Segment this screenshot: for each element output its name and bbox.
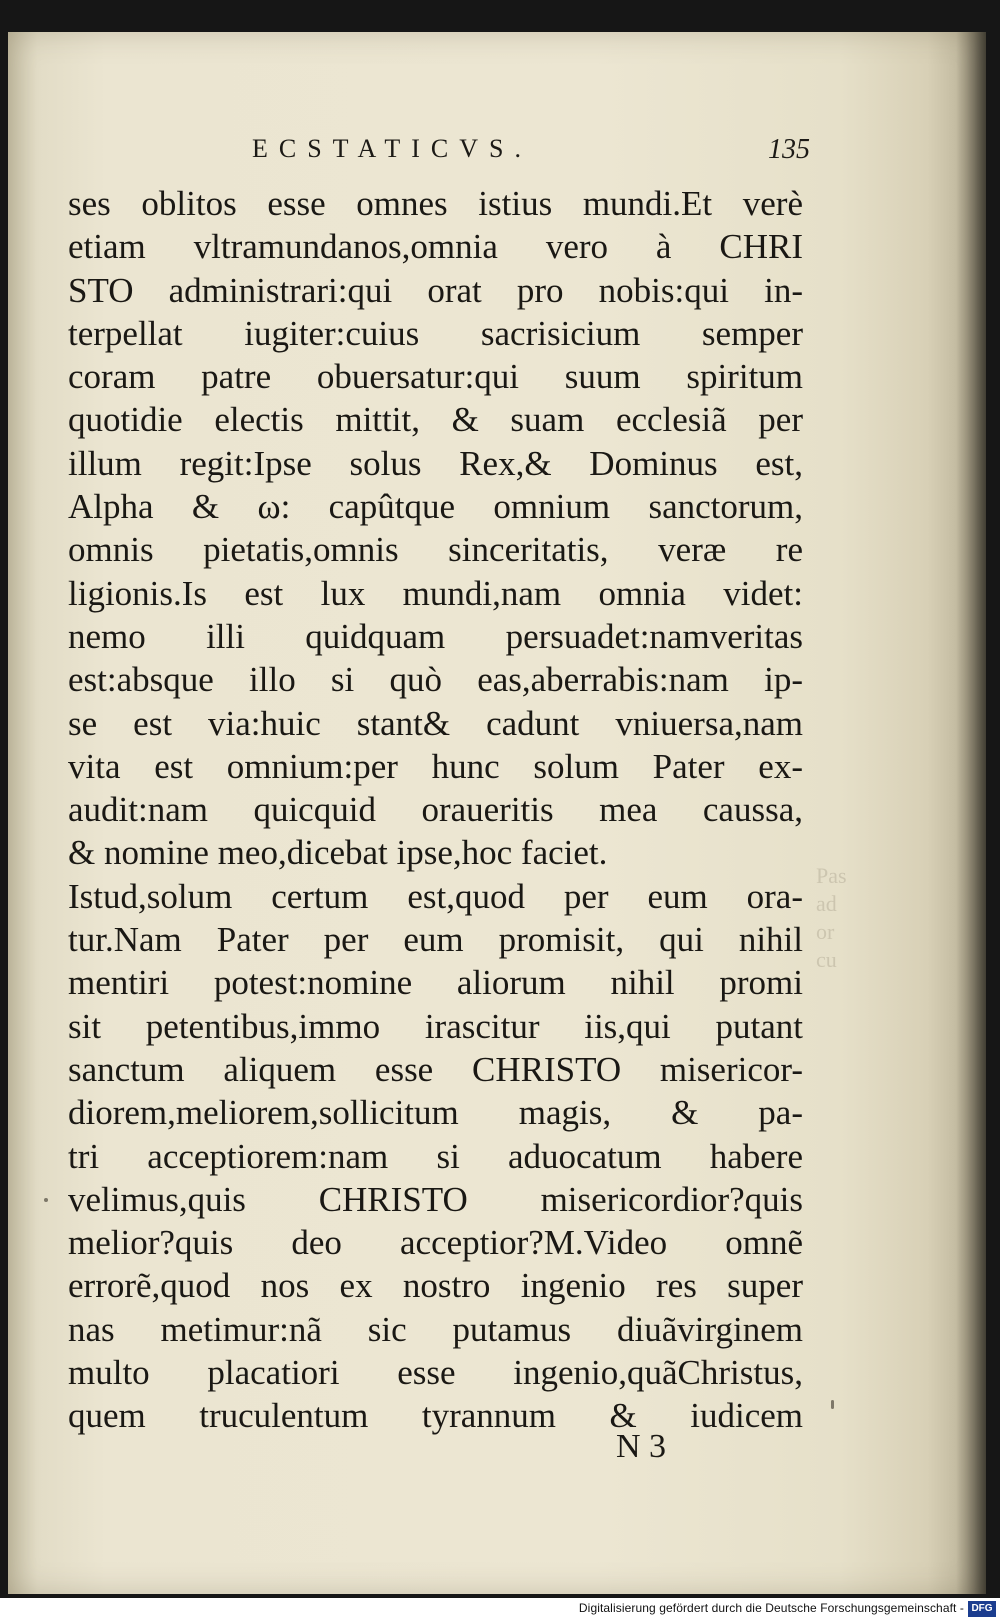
text-line: Istud,solum certum est,quod per eum ora- <box>68 876 803 916</box>
signature-mark: N 3 <box>616 1428 667 1465</box>
text-line: omnis pietatis,omnis sinceritatis, veræ re <box>68 530 803 570</box>
text-line: tur.Nam Pater per eum promisit, qui nihil <box>68 920 803 960</box>
text-line: illum regit:Ipse solus Rex,& Dominus est, <box>68 443 803 483</box>
text-line: coram patre obuersatur:qui suum spiritum <box>68 357 803 397</box>
funding-credit: Digitalisierung gefördert durch die Deutsche Forschungsgemeinschaft - <box>578 1601 964 1615</box>
text-line: nas metimur:nã sic putamus diuãvirginem <box>68 1309 803 1349</box>
text-line: vita est omnium:per hunc solum Pater ex- <box>68 746 803 786</box>
text-line: Alpha & ω: capûtque omnium sanctorum, <box>68 487 803 527</box>
text-line: sanctum aliquem esse CHRISTO misericor- <box>68 1049 803 1089</box>
text-line: se est via:huic stant& cadunt vniuersa,nam <box>68 703 803 743</box>
body-text <box>68 182 803 1438</box>
text-line: quotidie electis mittit, & suam ecclesiã per <box>68 400 803 440</box>
text-line: audit:nam quicquid oraueritis mea caussa, <box>68 790 803 830</box>
text-line: & nomine meo,dicebat ipse,hoc faciet. <box>68 833 608 873</box>
text-line: terpellat iugiter:cuius sacrisicium semper <box>68 313 803 353</box>
text-line: ligionis.Is est lux mundi,nam omnia videt: <box>68 573 803 613</box>
book-page <box>8 32 986 1594</box>
text-line: etiam vltramundanos,omnia vero à CHRI <box>68 227 803 267</box>
paper-speck <box>831 1400 834 1409</box>
text-line: diorem,meliorem,sollicitum magis, & pa- <box>68 1093 803 1133</box>
running-head: ECSTATICVS. <box>252 134 532 163</box>
page-number: 135 <box>768 134 810 165</box>
digitization-footer <box>0 1598 1000 1622</box>
dfg-logo: DFG <box>968 1601 996 1617</box>
text-line: est:absque illo si quò eas,aberrabis:nam ip- <box>68 660 803 700</box>
text-line: velimus,quis CHRISTO misericordior?quis <box>68 1179 803 1219</box>
page-header <box>8 134 986 174</box>
paper-speck <box>44 1198 48 1202</box>
text-line: nemo illi quidquam persuadet:namveritas <box>68 616 803 656</box>
text-line: tri acceptiorem:nam si aduocatum habere <box>68 1136 803 1176</box>
page-edge-shadow <box>956 32 986 1594</box>
text-line: quem truculentum tyrannum & iudicem <box>68 1396 803 1436</box>
text-line: multo placatiori esse ingenio,quãChristus, <box>68 1353 803 1393</box>
bleed-through-text: Pas ad or cu <box>816 863 847 972</box>
text-line: errorẽ,quod nos ex nostro ingenio res super <box>68 1266 803 1306</box>
text-line: ses oblitos esse omnes istius mundi.Et verè <box>68 184 803 223</box>
text-line: mentiri potest:nomine aliorum nihil promi <box>68 963 803 1003</box>
text-line: sit petentibus,immo irascitur iis,qui putant <box>68 1006 803 1046</box>
text-line: STO administrari:qui orat pro nobis:qui in- <box>68 270 803 310</box>
text-line: melior?quis deo acceptior?M.Video omnẽ <box>68 1223 803 1263</box>
